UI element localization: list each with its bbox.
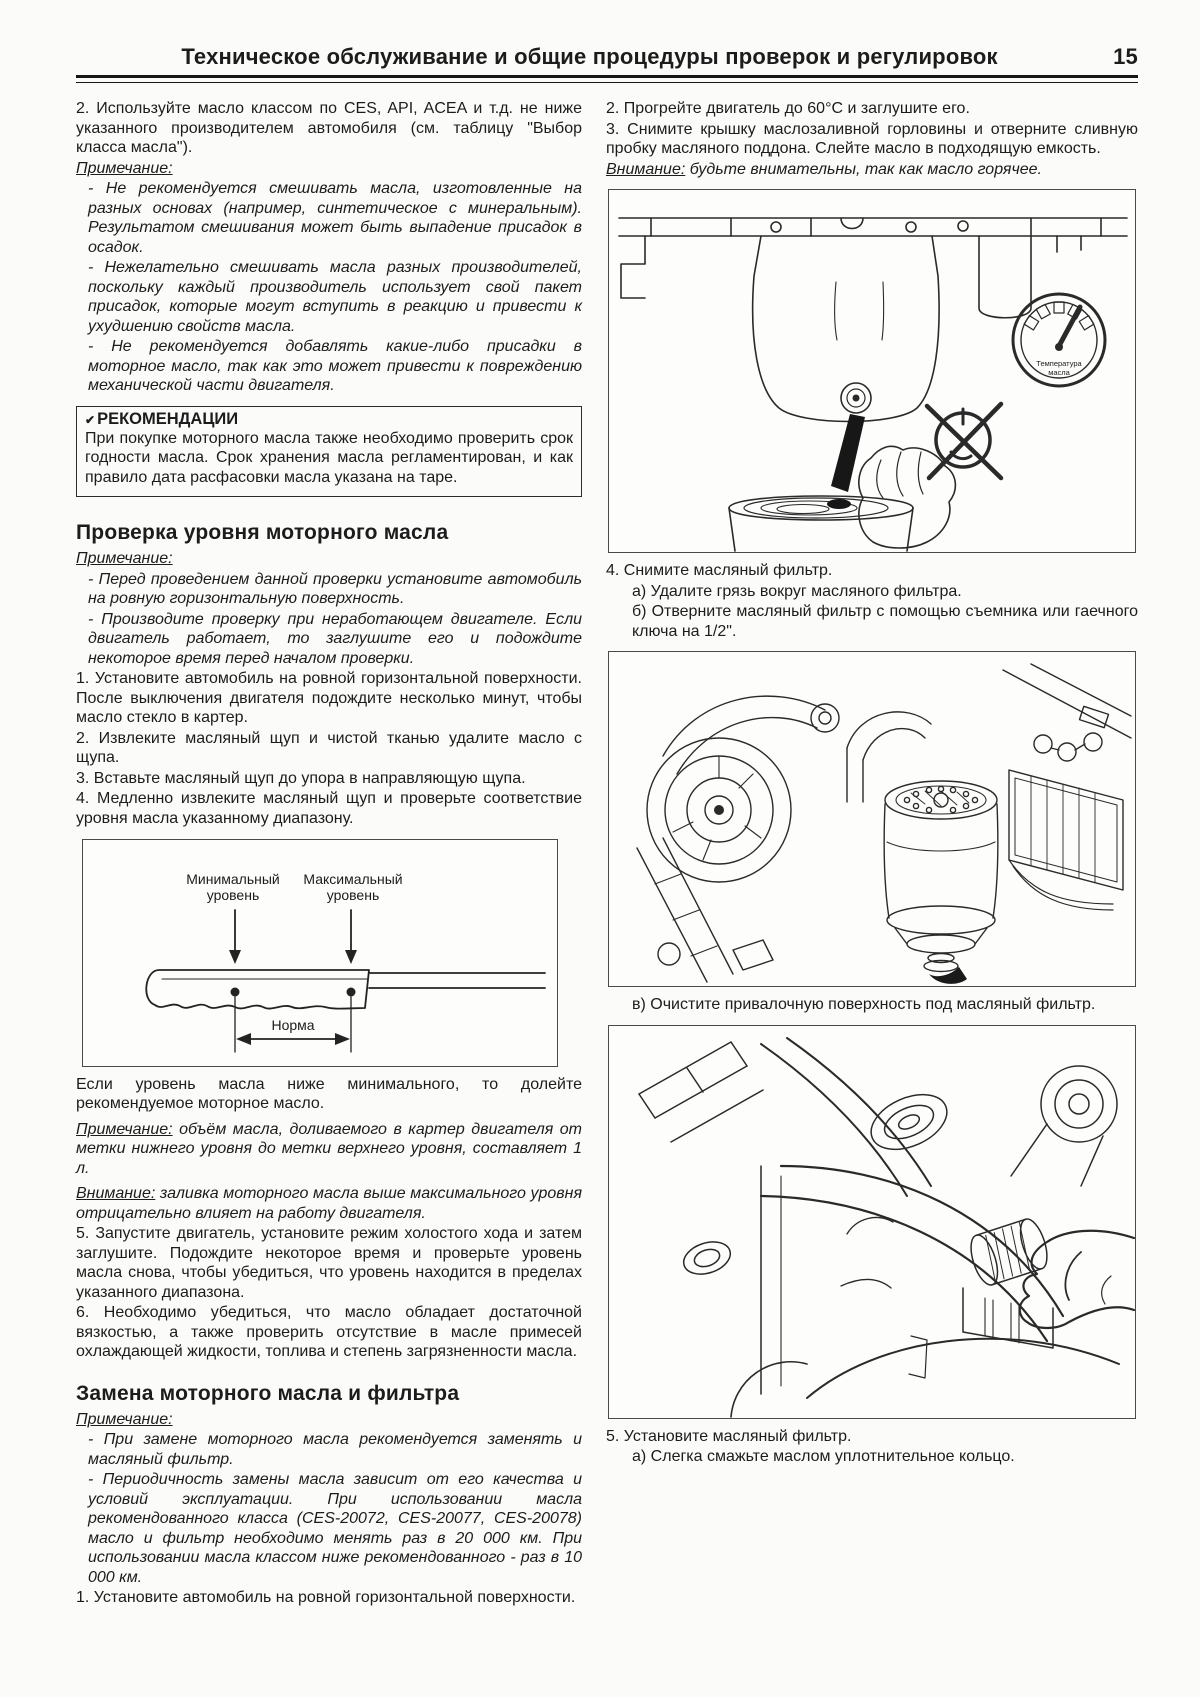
- check-icon: ✔: [85, 412, 96, 427]
- note-item: - Производите проверку при неработающем двигателе. Если двигатель работает, то заглушите его и подождите некоторое время перед началом проверки.: [88, 610, 582, 667]
- dipstick-min-label-2: уровень: [206, 886, 260, 903]
- step-item: 3. Снимите крышку маслозаливной горловины и отверните сливную пробку масляного поддона. Слейте масло в подходящую емкость.: [606, 120, 1138, 158]
- substep-item: б) Отверните масляный фильтр с помощью съемника или гаечного ключа на 1/2".: [632, 603, 1138, 640]
- figure-oil-drain: [608, 189, 1136, 553]
- step-item: 4. Снимите масляный фильтр.: [606, 562, 833, 580]
- figure-filter-install: [608, 1025, 1136, 1419]
- oil-filter-drawing: [609, 652, 1137, 986]
- note-item: - Перед проведением данной проверки установите автомобиль на ровную горизонтальную поверхность.: [88, 570, 582, 608]
- dipstick-drawing: [83, 840, 553, 1066]
- substep-item: а) Слегка смажьте маслом уплотнительное кольцо.: [632, 1448, 1015, 1466]
- step-item: 3. Вставьте масляный щуп до упора в направляющую щупа.: [76, 769, 526, 787]
- note-item: - Не рекомендуется добавлять какие-либо присадки в моторное масло, так как это может привести к повреждению механической части двигателя.: [88, 338, 582, 395]
- step-item: 5. Установите масляный фильтр.: [606, 1427, 852, 1445]
- header-rule: [76, 75, 1138, 83]
- left-column: [76, 99, 582, 1609]
- step-item: 6. Необходимо убедиться, что масло обладает достаточной вязкостью, а также проверить отсутствие в масле примесей охлаждающей жидкости, топлива и степень загрязненности масла.: [76, 1304, 582, 1361]
- warning-inline: Внимание: будьте внимательны, так как масло горячее.: [606, 160, 1042, 178]
- step-item: 2. Прогрейте двигатель до 60°C и заглушите его.: [606, 100, 970, 117]
- substep-item: а) Удалите грязь вокруг масляного фильтра.: [632, 582, 962, 600]
- figure-oil-filter-engine: [608, 651, 1136, 987]
- step-item: 4. Медленно извлеките масляный щуп и проверьте соответствие уровня масла указанному диапазону.: [76, 790, 582, 827]
- recommendations-box: [76, 406, 582, 498]
- gauge-label-line2: масла: [1048, 368, 1070, 378]
- figure-dipstick: [82, 839, 558, 1067]
- note-label: Примечание:: [76, 1410, 173, 1428]
- page-title: Техническое обслуживание и общие процедуры проверок и регулировок: [181, 44, 998, 69]
- filter-install-drawing: [609, 1026, 1137, 1418]
- note-item: - При замене моторного масла рекомендуется заменять и масляный фильтр.: [88, 1431, 582, 1468]
- recommendations-text: При покупке моторного масла также необходимо проверить срок годности масла. Срок хранения масла регламентирован, и как правило дата расфасовки масла указана на таре.: [85, 429, 573, 486]
- step-item: 5. Запустите двигатель, установите режим холостого хода и затем заглушите. Подождите некоторое время и проверьте уровень масла снова, чтобы убедиться, что уровень находится в пределах указанного диапазона.: [76, 1225, 582, 1301]
- note-label: Примечание:: [76, 550, 173, 568]
- step-item: 2. Извлеките масляный щуп и чистой тканью удалите масло с щупа.: [76, 729, 582, 767]
- section-heading-oil-level-check: Проверка уровня моторного масла: [76, 521, 449, 545]
- dipstick-min-label: Минимальный: [186, 870, 280, 887]
- warning-inline: Внимание: заливка моторного масла выше максимального уровня отрицательно влияет на работу двигателя.: [76, 1185, 582, 1222]
- note-item: - Не рекомендуется смешивать масла, изготовленные на разных основах (например, синтетическое с минеральным). Результатом смешивания может быть выпадение присадок в осадок.: [88, 180, 582, 256]
- paragraph-oil-class: 2. Используйте масло классом по CES, API, ACEA и т.д. не ниже указанного производителем автомобиля (см. таблицу "Выбор класса масла").: [76, 100, 582, 157]
- dipstick-max-label: Максимальный: [303, 870, 403, 887]
- gauge-label-line1: Температура: [1036, 359, 1082, 369]
- note-label: Примечание:: [76, 159, 173, 177]
- page-number: 15: [1113, 44, 1138, 69]
- dipstick-norm-label: Норма: [271, 1016, 315, 1033]
- dipstick-max-label-2: уровень: [326, 886, 380, 903]
- section-heading-oil-change: Замена моторного масла и фильтра: [76, 1381, 460, 1405]
- substep-item: в) Очистите привалочную поверхность под масляный фильтр.: [632, 996, 1096, 1014]
- paragraph-refill: Если уровень масла ниже минимального, то долейте рекомендуемое моторное масло.: [76, 1075, 582, 1113]
- two-column-layout: [76, 99, 1138, 1609]
- recommendations-title: ✔ РЕКОМЕНДАЦИИ: [85, 409, 239, 428]
- note-inline: Примечание: объём масла, доливаемого в картер двигателя от метки нижнего уровня до метки верхнего уровня, составляет 1 л.: [76, 1120, 582, 1177]
- page-header: [76, 44, 1138, 70]
- step-item: 1. Установите автомобиль на ровной горизонтальной поверхности.: [76, 1589, 576, 1607]
- note-item: - Периодичность замены масла зависит от его качества и условий эксплуатации. При использовании масла рекомендованного класса (CES-20072, CES-20077, CES-20078) масло и фильтр необходимо менять раз в 20 000 км. При использовании масла классом ниже рекомендованного - раз в 10 000 км.: [88, 1471, 582, 1586]
- step-item: 1. Установите автомобиль на ровной горизонтальной поверхности. После выключения двигателя подождите несколько минут, чтобы масло стекло в картер.: [76, 670, 582, 727]
- note-item: - Нежелательно смешивать масла разных производителей, поскольку каждый производитель использует свой пакет присадок, которые могут вступить в реакцию и привести к ухудшению свойств масла.: [88, 259, 582, 335]
- right-column: [606, 99, 1138, 1609]
- oil-drain-drawing: [609, 190, 1137, 552]
